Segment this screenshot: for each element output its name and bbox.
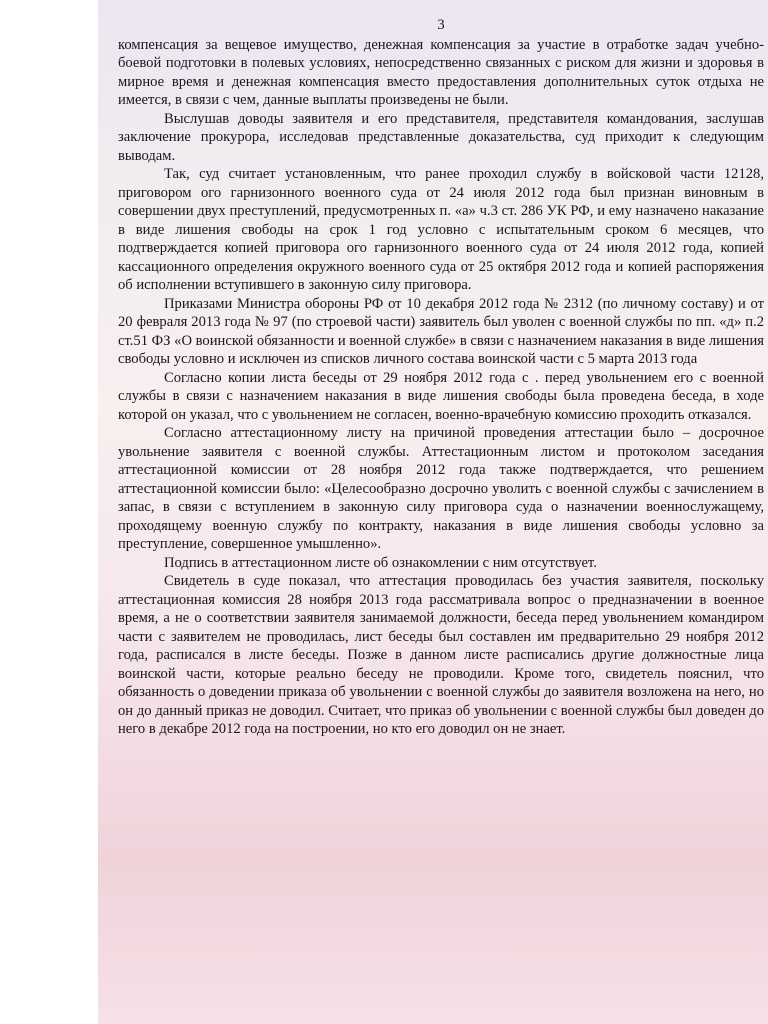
- paragraph-7: Подпись в аттестационном листе об ознакомлении с ним отсутствует.: [164, 554, 597, 571]
- paragraph-3: Так, суд считает установленным, что ранее проходил службу в войсковой части 12128, приговором ого гарнизонного военного суда от 24 июля 2012 года был признан виновным в совершении двух преступлений, предусмотренных п. «а» ч.3 ст. 286 УК РФ, и ему назначено наказание в виде лишения свободы на срок 1 год условно с испытательным сроком 6 месяцев, что подтверждается копией приговора ого гарнизонного военного суда от 24 июля 2012 года, копией кассационного определения окружного военного суда от 25 октября 2012 года и копией распоряжения об исполнении вступившего в законную силу приговора.: [118, 166, 764, 293]
- paragraph-6: Согласно аттестационному листу на причиной проведения аттестации было – досрочное увольнение заявителя с военной службы. Аттестационным листом и протоколом заседания аттестационной комиссии от 28 ноября 2012 года также подтверждается, что решением аттестационной комиссии было: «Целесообразно досрочно уволить с военной службы с зачислением в запас, в связи с вступлением в законную силу приговора суда о назначении военнослужащему, проходящему военную службу по контракту, наказания в виде лишения свободы условно за преступление, совершенное умышленно».: [118, 425, 764, 552]
- paragraph-8: Свидетель в суде показал, что аттестация проводилась без участия заявителя, поскольку аттестационная комиссия 28 ноября 2013 года рассматривала вопрос о предназначении в военное время, а не о соответствии заявителя занимаемой должности, беседа перед увольнением командиром части с заявителем не проводилась, лист беседы был составлен им предварительно 29 ноября 2012 года, расписался в листе беседы. Позже в данном листе расписались другие должностные лица воинской части, которые реально беседу не проводили. Кроме того, свидетель пояснил, что обязанность о доведении приказа об увольнении с военной службы до заявителя возложена на него, но он до данный приказ не доводил. Считает, что приказ об увольнении с военной службы был доведен до него в декабре 2012 года на построении, но кто его доводил он не знает.: [118, 573, 764, 737]
- paragraph-2: Выслушав доводы заявителя и его представителя, представителя командования, заслушав заключение прокурора, исследовав представленные доказательства, суд приходит к следующим выводам.: [118, 110, 764, 164]
- paragraph-5: Согласно копии листа беседы от 29 ноября 2012 года с . перед увольнением его с военной службы в связи с назначением наказания в виде лишения свободы была проведена беседа, в ходе которой он указал, что с увольнением не согласен, военно-врачебную комиссию проходить отказался.: [118, 369, 764, 423]
- page-margin-left: [0, 0, 98, 1024]
- paragraph-1: компенсация за вещевое имущество, денежная компенсация за участие в отработке задач учебно-боевой подготовки в полевых условиях, непосредственно связанных с риском для жизни и здоровья в мирное время и денежная компенсация вместо предоставления дополнительных суток отдыха не имеется, в связи с чем, данные выплаты произведены не были.: [118, 36, 764, 108]
- page-number: 3: [437, 17, 445, 33]
- paragraph-4: Приказами Министра обороны РФ от 10 декабря 2012 года № 2312 (по личному составу) и от 20 февраля 2013 года № 97 (по строевой части) заявитель был уволен с военной службы по пп. «д» п.2 ст.51 ФЗ «О воинской обязанности и военной службе» в связи с назначением наказания в виде лишения свободы условно и исключен из списков личного состава воинской части с 5 марта 2013 года: [118, 295, 764, 367]
- document-page: [98, 0, 768, 1024]
- document-body: [118, 16, 764, 739]
